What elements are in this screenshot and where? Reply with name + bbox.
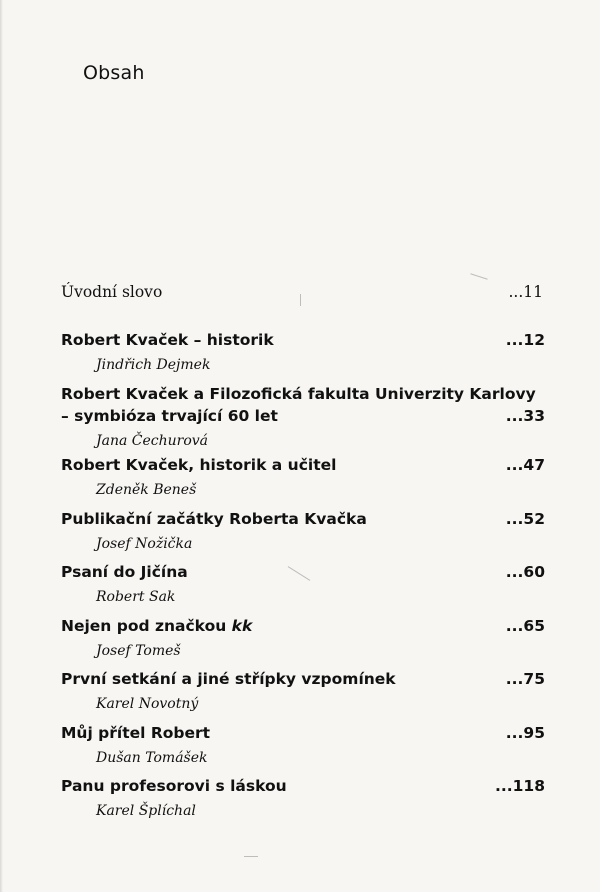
toc-entry[interactable] xyxy=(61,670,545,714)
toc-entry-title: Panu profesorovi s láskou xyxy=(61,777,287,795)
toc-entry-title: Úvodní slovo xyxy=(61,283,163,301)
toc-entry[interactable] xyxy=(61,510,545,554)
toc-entry-author: Jana Čechurová xyxy=(96,433,209,449)
toc-entry-author: Karel Šplíchal xyxy=(96,803,196,819)
scan-speck xyxy=(470,273,487,280)
scan-speck xyxy=(300,294,301,306)
scan-speck xyxy=(244,856,258,857)
toc-entry-title-text: Nejen pod značkou xyxy=(61,617,232,635)
page-title: Obsah xyxy=(83,62,145,84)
toc-entry-author: Josef Tomeš xyxy=(96,643,181,659)
toc-entry-title: Publikační začátky Roberta Kvačka xyxy=(61,510,367,528)
toc-entry-title: Robert Kvaček, historik a učitel xyxy=(61,456,337,474)
toc-entry-page: ...60 xyxy=(505,563,545,581)
toc-entry-title-line2: – symbióza trvající 60 let xyxy=(61,407,278,425)
toc-entry-author: Josef Nožička xyxy=(96,536,193,552)
toc-entry-page: ...52 xyxy=(505,510,545,528)
toc-entry[interactable] xyxy=(61,563,545,607)
toc-entry-title xyxy=(61,617,252,635)
toc-entry-title-line1: Robert Kvaček a Filozofická fakulta Univerzity Karlovy xyxy=(61,385,536,403)
toc-entry-title: Můj přítel Robert xyxy=(61,724,211,742)
toc-entry-author: Dušan Tomášek xyxy=(96,750,208,766)
toc-entry-title: První setkání a jiné střípky vzpomínek xyxy=(61,670,396,688)
toc-entry-page: ...12 xyxy=(505,331,545,349)
toc-entry-author: Karel Novotný xyxy=(96,696,199,712)
toc-entry-title: Robert Kvaček – historik xyxy=(61,331,274,349)
toc-entry[interactable] xyxy=(61,385,545,451)
toc-entry-intro[interactable] xyxy=(61,283,545,305)
toc-entry-page: ...95 xyxy=(505,724,545,742)
toc-entry-page: ...118 xyxy=(494,777,545,795)
toc-entry-title-italic: kk xyxy=(231,617,253,635)
toc-entry-page: ...47 xyxy=(505,456,545,474)
toc-entry-author: Jindřich Dejmek xyxy=(96,357,211,373)
toc-entry[interactable] xyxy=(61,617,545,661)
toc-entry-page: ...65 xyxy=(505,617,545,635)
toc-entry-author: Robert Sak xyxy=(96,589,176,605)
toc-entry-title: Psaní do Jičína xyxy=(61,563,188,581)
toc-entry-page: ...33 xyxy=(505,407,545,425)
toc-entry[interactable] xyxy=(61,724,545,768)
page-edge xyxy=(0,0,3,892)
toc-entry-page: ...11 xyxy=(508,283,543,301)
toc-entry[interactable] xyxy=(61,777,545,821)
toc-entry-author: Zdeněk Beneš xyxy=(96,482,197,498)
toc-entry[interactable] xyxy=(61,331,545,375)
toc-entry-page: ...75 xyxy=(505,670,545,688)
toc-entry[interactable] xyxy=(61,456,545,500)
